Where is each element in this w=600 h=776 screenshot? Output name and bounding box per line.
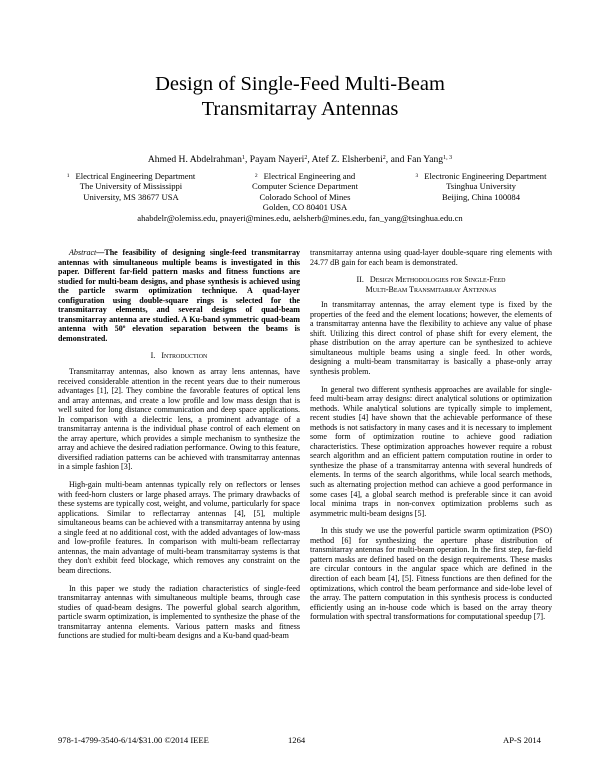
affiliation-3-line-2: Tsinghua University [446,181,516,192]
author-list: Ahmed H. Abdelrahman$^1$, Payam Nayeri$^2$, Atef Z. Elsherbeni$^2$, and Fan Yang$^{1, 3}$ [147,154,453,165]
author-emails: ahabdelr@olemiss.edu, pnayeri@mines.edu, aelsherb@mines.edu, fan_yang@tsinghua.edu.cn [137,213,463,223]
footer-copyright: 978-1-4799-3540-6/14/$31.00 ©2014 IEEE [58,735,209,745]
methods-paragraph-1: In transmitarray antennas, the array element type is fixed by the properties of the feed and the element locations; however, the elements of a transmitarray antenna have the flexibility to achieve any value of phase shift. Utilizing this direct control of phase shift for every element, the phase distribution on the array aperture can be synthesized to achieve simultaneous multiple beams using a single feed. In other words, designing a multi-beam transmitarray is basically a phase-only array synthesis problem. [310,300,552,377]
affiliation-2-line-3: Colorado School of Mines [259,191,351,202]
affiliation-2-line-1: Electrical Engineering and [263,171,356,181]
author-and: and [390,154,405,165]
author-4: Fan Yang [406,154,444,165]
affiliation-3-line-1: Electronic Engineering Department [424,171,547,181]
section-1-heading: I. Introduction [150,351,208,361]
abstract: Abstract—The feasibility of designing single-feed transmitarray antennas with simultaneous multiple beams is investigated in this paper. Different far-field pattern masks and fitness functions are studied for multi-beam designs, and phase synthesis is achieved using the particle swarm optimization technique. A quad-layer configuration using double-square rings is selected for the transmitarray elements, and several designs of quad-beam transmitarray antenna are studied. A Ku-band symmetric quad-beam antenna with 50º elevation separation between the beams is demonstrated. [58,248,300,343]
paper-title [0,72,600,122]
intro-continuation: transmitarray antenna using quad-layer double-square ring elements with 24.77 dB gain for each beam is demonstrated. [310,248,552,267]
affiliation-2-line-2: Computer Science Department [252,181,358,192]
methods-paragraph-2: In general two different synthesis approaches are available for single-feed multi-beam array designs: direct analytical solutions or optimization methods. While analytical solutions are typically simple to implement, recent studies [4] have shown that the achievable performance of these methods is not satisfactory in many cases and it is necessary to implement some form of optimization routine to achieve good radiation characteristics. These optimization approaches however require a robust search algorithm and an efficient pattern computation routine in order to synthesize the phase of a transmitarray antenna with several hundreds of elements. In terms of the search algorithms, while local search methods, such as alternating projection method can achieve a good performance in some cases [4], a global search method is preferable since it can avoid local minima traps in non-convex optimization problems such as asymmetric multi-beam designs [5]. [310,384,552,518]
affiliation-3-line-3: Beijing, China 100084 [441,191,521,202]
affiliation-2: $^2$ Electrical Engineering and Computer Science Department Colorado School of Mines Golden, CO 80401 USA [230,171,380,212]
author-4-sup: 1, 3 [443,155,453,161]
intro-paragraph-3: In this paper we study the radiation characteristics of single-feed transmitarray antennas with simultaneous multiple beams, through case studies of quad-beam designs. The powerful global search algorithm, particle swarm optimization, is implemented to synthesize the phase of the transmitarray antenna elements. Various pattern masks and fitness functions are studied for multi-beam designs and a Ku-band quad-beam [58,583,300,641]
author-2-sup: 2 [304,155,308,161]
author-3: Atef Z. Elsherbeni [311,154,383,165]
intro-paragraph-2: High-gain multi-beam antennas typically rely on reflectors or lenses with feed-horn clusters or large phased arrays. The primary drawbacks of these systems are typically cost, weight, and volume, particularly for space applications. Similar to reflectarray antennas [4], [5], multiple simultaneous beams can be achieved with a transmitarray antenna by using a single feed at no additional cost, with the added advantages of low-mass and low-profile features. In comparison with multi-beam reflectarray antennas, the main advantage of multi-beam transmitarray systems is that they don't exhibit feed blockage, which removes any constraint on the beam directions. [58,480,300,575]
intro-paragraph-1: Transmitarray antennas, also known as array lens antennas, have received considerable attention in the recent years due to their numerous advantages [1], [2]. They combine the favorable features of optical lens and array antennas, and create a low profile and low mass design that is well suited for long distance communication and deep space applications. In comparison with a dielectric lens, a prominent advantage of a transmitarray antenna is the individual phase control of each element on the array aperture, which provides a simple mechanism to synthesize the array and achieve the desired radiation performance. Owing to this feature, diversified radiation patterns can be achieved with transmitarray antennas in a simple fashion [3]. [58,367,300,472]
footer-page-number: 1264 [288,735,306,745]
abstract-text: The feasibility of designing single-feed transmitarray antennas with simultaneous multiple beams is investigated in this paper. Different far-field pattern masks and fitness functions are studied for multi-beam designs, and phase synthesis is achieved using the particle swarm optimization technique. A quad-layer configuration using double-square rings is selected for the transmitarray elements, and several designs of quad-beam transmitarray antenna are studied. A Ku-band symmetric quad-beam antenna with 50º elevation separation between the beams is demonstrated. [58,248,300,343]
affiliation-1-line-3: University, MS 38677 USA [83,191,179,202]
footer-conference: AP-S 2014 [503,735,541,745]
affiliation-1-line-1: Electrical Engineering Department [75,171,196,181]
author-2: Payam Nayeri [249,154,305,165]
abstract-label: Abstract [69,248,97,257]
left-column [58,248,300,641]
affiliation-1-line-2: The University of Mississippi [79,181,183,192]
section-2-heading: II. Design Methodologies for Single-Feed Multi-Beam Transmitarray Antennas [356,275,506,294]
title-line-1: Design of Single-Feed Multi-Beam [155,73,445,95]
methods-paragraph-3: In this study we use the powerful particle swarm optimization (PSO) method [6] for synthesizing the aperture phase distribution of transmitarray antennas for multi-beam operation. In the first step, far-field pattern masks are defined based on the design requirements. These masks are circular contours in the angular space which are defined in the direction of each beam [4], [5]. Fitness functions are then defined for the optimizations, which control the beam performance and side-lobe level of the array. The pattern computation in this synthesis process is conducted efficiently using an in-house code which is based on the array theory formulation with spectral transformations for computational speedup [7]. [310,526,552,622]
author-1-sup: 1 [241,155,245,161]
affiliation-1: $^1$ Electrical Engineering Department The University of Mississippi University, MS 38677 USA [52,171,210,202]
right-column [310,248,552,622]
author-1: Ahmed H. Abdelrahman [147,154,242,165]
affiliation-2-line-4: Golden, CO 80401 USA [262,201,348,212]
affiliation-3: $^3$ Electronic Engineering Department Tsinghua University Beijing, China 100084 [400,171,562,202]
title-line-2: Transmitarray Antennas [201,98,399,120]
author-3-sup: 2 [382,155,386,161]
